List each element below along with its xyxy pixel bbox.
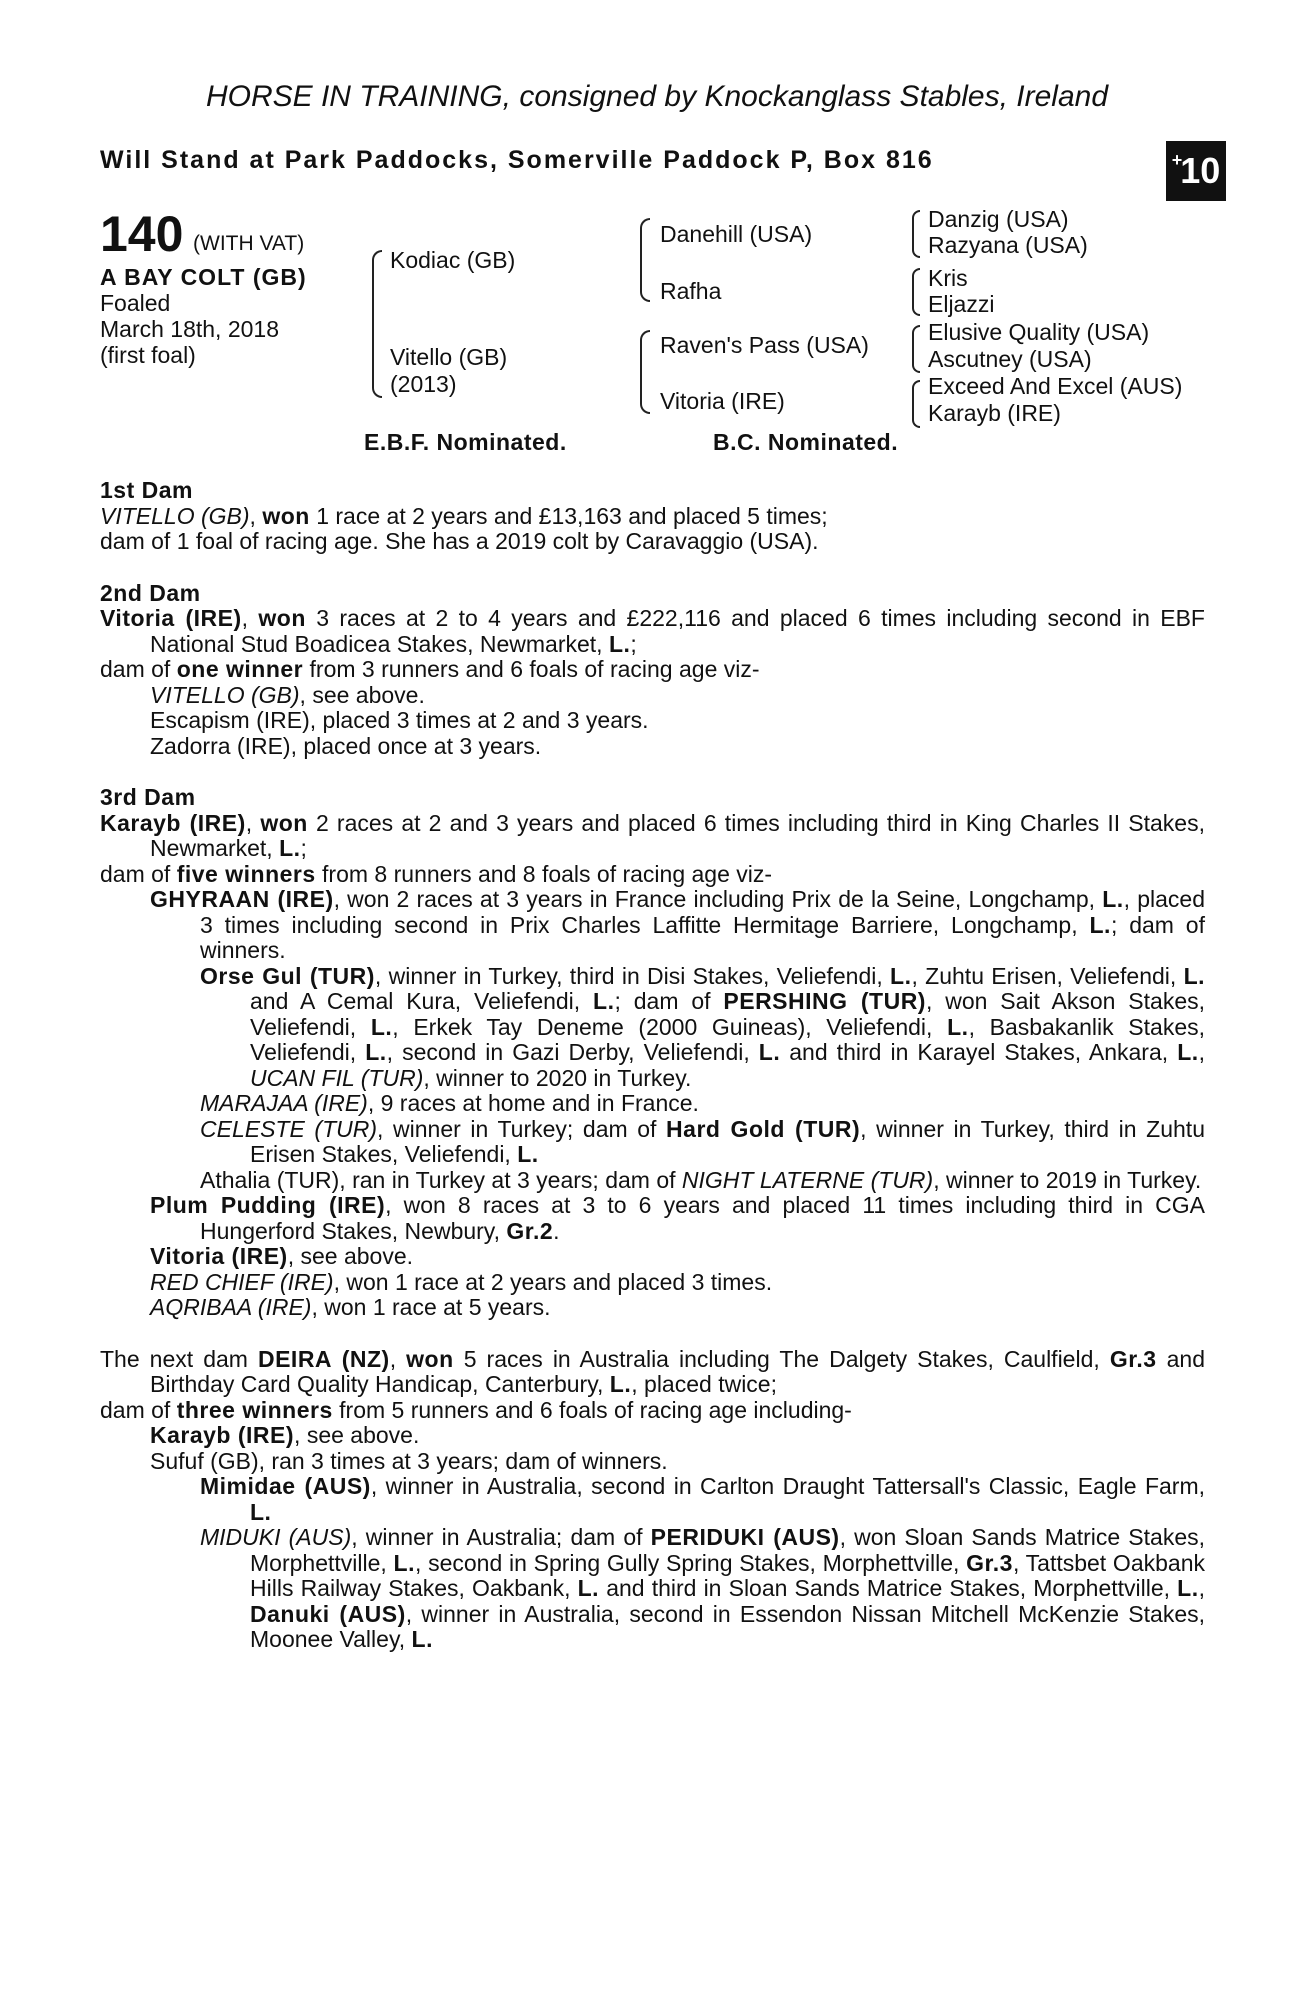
ssd: Razyana (USA) — [928, 232, 1088, 258]
pedigree-brace — [912, 210, 920, 258]
stand-location: Will Stand at Park Paddocks, Somerville Paddock P, Box 816 — [100, 146, 934, 174]
dds: Exceed And Excel (AUS) — [928, 373, 1183, 399]
sdd: Eljazzi — [928, 291, 995, 317]
first-dam-heading: 1st Dam — [100, 477, 193, 503]
ddd: Karayb (IRE) — [928, 400, 1061, 426]
progeny-item: VITELLO (GB), see above. — [150, 681, 425, 708]
pedigree-brace — [640, 330, 650, 414]
foaled-note: (first foal) — [100, 342, 196, 368]
progeny-item: MARAJAA (IRE), 9 races at home and in France. — [200, 1090, 699, 1116]
dam-sire: Raven's Pass (USA) — [660, 332, 869, 358]
progeny-item: MIDUKI (AUS), winner in Australia; dam of PERIDUKI (AUS), won Sloan Sands Matrice Stakes, Morphettville, L., second in Spring Gully Spring Stakes, Morphettville, Gr.3, Tattsbet Oakbank Hills Railway Stakes, Oakbank, L. and third in Sloan Sands Matrice Stakes, Morphettville, L., Danuki (AUS), winner in Australia, second in Essendon Nissan Mitchell McKenzie Stakes, Moonee Valley, L. — [200, 1524, 1206, 1652]
progeny-item: Sufuf (GB), ran 3 times at 3 years; dam of winners. — [150, 1447, 668, 1474]
foaled-info — [100, 290, 279, 368]
second-dam-heading: 2nd Dam — [100, 579, 201, 606]
sire: Kodiac (GB) — [390, 247, 516, 273]
third-dam-text: Karayb (IRE), won 2 races at 2 and 3 years and placed 6 times including third in King Charles II Stakes, Newmarket, L.; — [100, 809, 1205, 861]
progeny-item: CELESTE (TUR), winner in Turkey; dam of Hard Gold (TUR), winner in Turkey, third in Zuhtu Erisen Stakes, Veliefendi, L. — [200, 1115, 1205, 1167]
lot-badge — [1166, 141, 1226, 201]
third-dam-text: dam of five winners from 8 runners and 8 foals of racing age viz- — [100, 860, 773, 887]
progeny-item: Karayb (IRE), see above. — [150, 1422, 420, 1448]
vat-label: (WITH VAT) — [193, 232, 305, 255]
foaled-date: March 18th, 2018 — [100, 316, 280, 342]
progeny-item: RED CHIEF (IRE), won 1 race at 2 years and placed 3 times. — [150, 1268, 773, 1295]
horse-description: A BAY COLT (GB) — [100, 264, 307, 290]
progeny-item: Mimidae (AUS), winner in Australia, second in Carlton Draught Tattersall's Classic, Eagle Farm, L. — [200, 1473, 1206, 1525]
pedigree-brace — [912, 268, 920, 316]
first-dam-text: VITELLO (GB), won 1 race at 2 years and £13,163 and placed 5 times; — [100, 502, 828, 529]
progeny-item: Zadorra (IRE), placed once at 3 years. — [150, 732, 542, 759]
dam: Vitello (GB) — [390, 344, 508, 370]
badge-number: 10 — [1180, 150, 1221, 192]
first-dam-text: dam of 1 foal of racing age. She has a 2019 colt by Caravaggio (USA). — [100, 528, 819, 554]
sire-dam: Rafha — [660, 278, 722, 304]
second-dam-text: dam of one winner from 3 runners and 6 foals of racing age viz- — [100, 656, 760, 682]
progeny-item: Plum Pudding (IRE), won 8 races at 3 to 6 years and placed 11 times including third in CGA Hungerford Stakes, Newbury, Gr.2. — [150, 1192, 1206, 1244]
next-dam-text: The next dam DEIRA (NZ), won 5 races in Australia including The Dalgety Stakes, Caulfield, Gr.3 and Birthday Card Quality Handicap, Canterbury, L., placed twice; — [100, 1345, 1205, 1397]
sds: Kris — [928, 265, 968, 291]
progeny-item: GHYRAAN (IRE), won 2 races at 3 years in France including Prix de la Seine, Longchamp, L., placed 3 times including second in Prix Charles Laffitte Hermitage Barriere, Longchamp, L.; dam of winners. — [150, 886, 1205, 963]
sss: Danzig (USA) — [928, 206, 1069, 232]
dsd: Ascutney (USA) — [928, 346, 1092, 372]
page-title: HORSE IN TRAINING, consigned by Knockanglass Stables, Ireland — [205, 80, 1109, 113]
bc-nominated: B.C. Nominated. — [713, 429, 899, 455]
dss: Elusive Quality (USA) — [928, 319, 1150, 345]
dam-year: (2013) — [390, 371, 457, 397]
progeny-item: Escapism (IRE), placed 3 times at 2 and 3 years. — [150, 707, 649, 733]
progeny-item: Athalia (TUR), ran in Turkey at 3 years; dam of NIGHT LATERNE (TUR), winner to 2019 in Turkey. — [200, 1166, 1202, 1193]
progeny-item: Vitoria (IRE), see above. — [150, 1243, 414, 1269]
pedigree-brace — [372, 250, 382, 398]
pedigree-brace — [640, 218, 650, 302]
ebf-nominated: E.B.F. Nominated. — [364, 429, 567, 455]
third-dam-heading: 3rd Dam — [100, 784, 196, 810]
pedigree-brace — [912, 325, 920, 373]
next-dam-text: dam of three winners from 5 runners and 6 foals of racing age including- — [100, 1396, 852, 1423]
foaled-label: Foaled — [100, 290, 171, 316]
progeny-item: AQRIBAA (IRE), won 1 race at 5 years. — [150, 1294, 551, 1320]
lot-number: 140 — [100, 206, 184, 262]
dam-dam: Vitoria (IRE) — [660, 388, 785, 414]
pedigree-brace — [912, 380, 920, 428]
sire-sire: Danehill (USA) — [660, 221, 813, 247]
progeny-item: Orse Gul (TUR), winner in Turkey, third in Disi Stakes, Veliefendi, L., Zuhtu Erisen, Veliefendi, L. and A Cemal Kura, Veliefendi, L.; dam of PERSHING (TUR), won Sait Akson Stakes, Veliefendi, L., Erkek Tay Deneme (2000 Guineas), Veliefendi, L., Basbakanlik Stakes, Veliefendi, L., second in Gazi Derby, Veliefendi, L. and third in Karayel Stakes, Ankara, L., UCAN FIL (TUR), winner to 2020 in Turkey. — [200, 962, 1206, 1091]
second-dam-text: Vitoria (IRE), won 3 races at 2 to 4 years and £222,116 and placed 6 times including second in EBF National Stud Boadicea Stakes, Newmarket, L.; — [100, 605, 1205, 657]
family-notes — [100, 478, 1205, 1653]
badge-mark: + — [1171, 150, 1183, 171]
